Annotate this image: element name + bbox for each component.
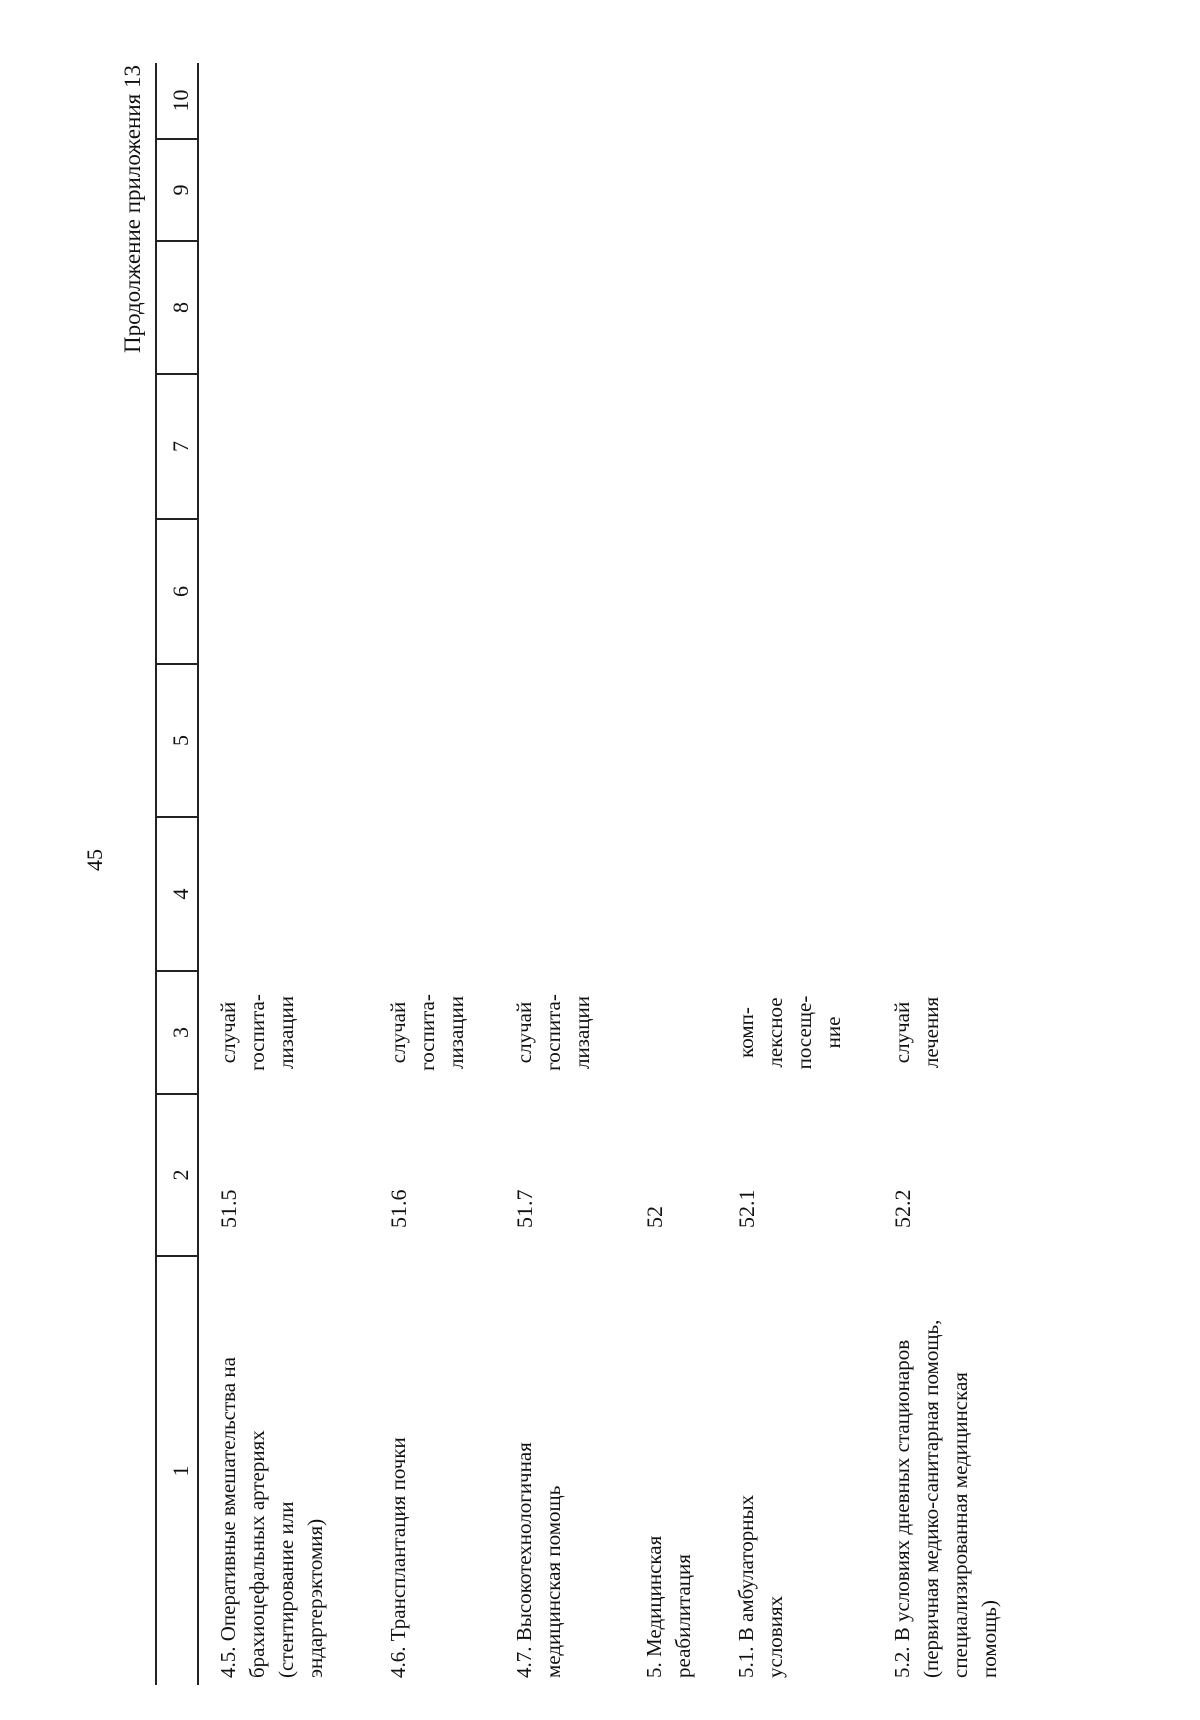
table-header-bottom-rule [197, 63, 199, 1685]
column-number-8: 8 [168, 302, 193, 313]
column-number-9: 9 [168, 184, 193, 196]
table-top-rule [155, 63, 157, 1685]
table-row-code: 52.2 [890, 1189, 915, 1228]
table-row-unit: случай госпита-лизации [512, 994, 594, 1071]
continuation-label-text: Продолжение приложения 13 [120, 65, 145, 353]
table-row-unit: комп-лексное посеще-ние [734, 995, 845, 1070]
table-row-unit: случай лечения [890, 996, 943, 1069]
table-row-code: 51.7 [512, 1189, 537, 1228]
table-row-name: 4.7. Высокотехнологичная медицинская помощь [512, 1442, 565, 1678]
table-row-name: 5.2. В условиях дневных стационаров (первичная медико-санитарная помощь, специализированная медицинская помощь) [890, 1319, 1001, 1678]
column-number-4: 4 [168, 888, 193, 900]
table-row-name: 4.6. Трансплантация почки [386, 1437, 410, 1678]
column-number-5: 5 [168, 735, 193, 746]
column-number-7: 7 [168, 441, 193, 452]
table-row-name: 5. Медицинская реабилитация [642, 1535, 695, 1678]
column-number-10: 10 [168, 89, 193, 112]
column-number-2: 2 [168, 1169, 193, 1181]
column-number-6: 6 [168, 586, 193, 597]
table-row-code: 51.6 [386, 1189, 411, 1228]
page-number: 45 [82, 849, 107, 871]
table-row-code: 52.1 [734, 1189, 759, 1228]
table-row-unit: случай госпита-лизации [216, 994, 298, 1071]
table-row-unit: случай госпита-лизации [386, 994, 468, 1071]
table-row-name: 5.1. В амбулаторных условиях [734, 1494, 787, 1678]
continuation-label [120, 65, 146, 1065]
table-row-code: 52 [642, 1206, 667, 1228]
table-row-code: 51.5 [216, 1189, 241, 1228]
column-number-3: 3 [168, 1027, 193, 1038]
table-row-name: 4.5. Оперативные вмешательства на брахиоцефальных артериях (стентирование или эндартерэктомия) [216, 1357, 327, 1678]
column-number-1: 1 [168, 1465, 193, 1477]
